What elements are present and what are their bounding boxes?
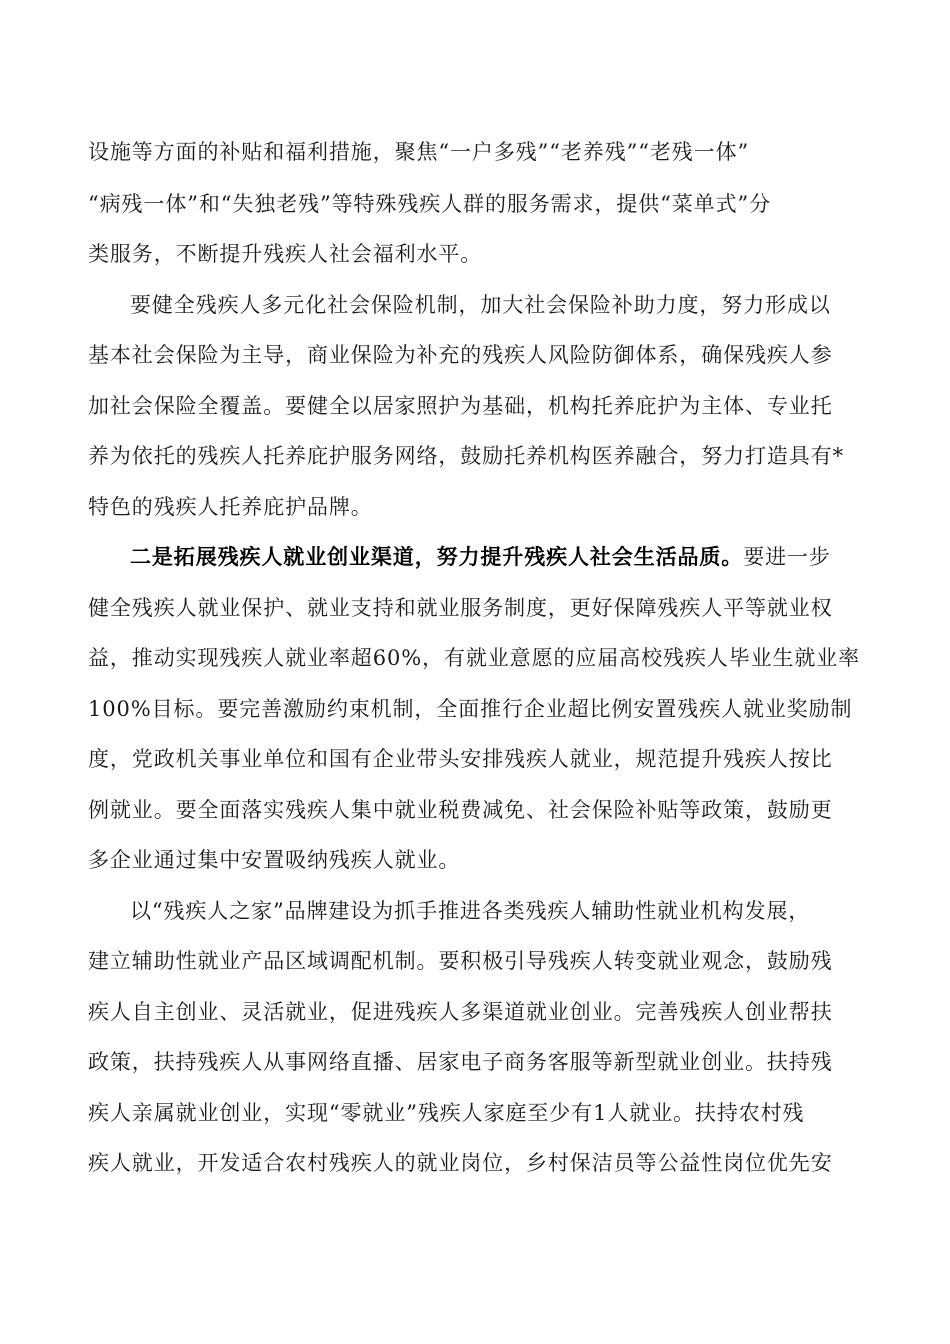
section-heading: 二是拓展残疾人就业创业渠道，努力提升残疾人社会生活品质。 — [130, 544, 744, 569]
text-line: “病残一体”和“失独老残”等特殊残疾人群的服务需求，提供“菜单式”分 — [88, 192, 772, 216]
text-line: 100%目标。要完善激励约束机制，全面推行企业超比例安置残疾人就业奖励制 — [88, 697, 853, 721]
text-line: 健全残疾人就业保护、就业支持和就业服务制度，更好保障残疾人平等就业权 — [88, 596, 833, 620]
text-line: 疾人自主创业、灵活就业，促进残疾人多渠道就业创业。完善残疾人创业帮扶 — [88, 1000, 833, 1024]
text-line: 基本社会保险为主导，商业保险为补充的残疾人风险防御体系，确保残疾人参 — [88, 343, 833, 367]
text-line: 度，党政机关事业单位和国有企业带头安排残疾人就业，规范提升残疾人按比 — [88, 747, 833, 771]
text-run: 要进一步 — [743, 545, 831, 569]
text-line: 设施等方面的补贴和福利措施，聚焦“一户多残”“老养残”“老残一体” — [88, 140, 750, 164]
text-line: 建立辅助性就业产品区域调配机制。要积极引导残疾人转变就业观念，鼓励残 — [88, 949, 833, 973]
text-line: 特色的残疾人托养庇护品牌。 — [88, 495, 373, 519]
text-line: 益，推动实现残疾人就业率超60%，有就业意愿的应届高校残疾人毕业生就业率 — [88, 646, 861, 670]
text-line: 以“残疾人之家”品牌建设为抓手推进各类残疾人辅助性就业机构发展， — [130, 899, 811, 923]
text-line: 例就业。要全面落实残疾人集中就业税费减免、社会保险补贴等政策，鼓励更 — [88, 798, 833, 822]
text-line: 疾人就业，开发适合农村残疾人的就业岗位，乡村保洁员等公益性岗位优先安 — [88, 1151, 833, 1175]
text-line: 多企业通过集中安置吸纳残疾人就业。 — [88, 848, 461, 872]
text-line: 类服务，不断提升残疾人社会福利水平。 — [88, 242, 483, 266]
text-line: 加社会保险全覆盖。要健全以居家照护为基础，机构托养庇护为主体、专业托 — [88, 394, 833, 418]
text-line: 养为依托的残疾人托养庇护服务网络，鼓励托养机构医养融合，努力打造具有* — [88, 444, 844, 468]
text-line: 疾人亲属就业创业，实现“零就业”残疾人家庭至少有1人就业。扶持农村残 — [88, 1101, 805, 1125]
text-line: 要健全残疾人多元化社会保险机制，加大社会保险补助力度，努力形成以 — [130, 293, 831, 317]
paragraph-first-line — [130, 542, 878, 572]
text-line: 政策，扶持残疾人从事网络直播、居家电子商务客服等新型就业创业。扶持残 — [88, 1050, 833, 1074]
